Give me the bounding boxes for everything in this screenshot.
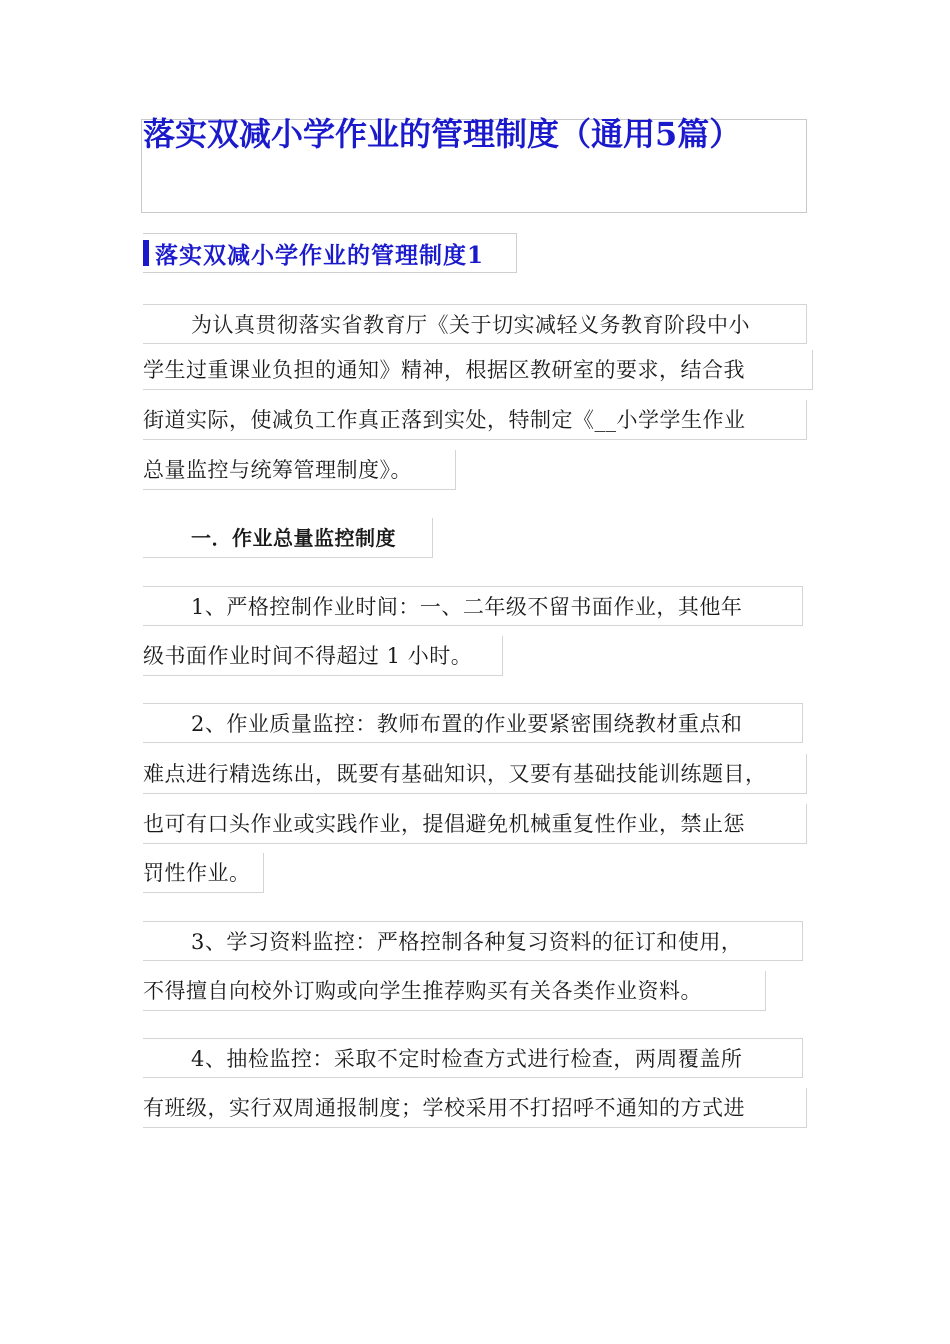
paragraph-line: 2、作业质量监控：教师布置的作业要紧密围绕教材重点和 [143,703,803,743]
paragraph-line: 学生过重课业负担的通知》精神，根据区教研室的要求，结合我 [143,350,813,390]
paragraph-line: 为认真贯彻落实省教育厅《关于切实减轻义务教育阶段中小 [143,304,807,344]
subheading: 一．作业总量监控制度 [143,518,433,558]
paragraph-line: 3、学习资料监控：严格控制各种复习资料的征订和使用， [143,921,803,961]
paragraph-line: 总量监控与统筹管理制度》。 [143,450,456,490]
paragraph-line: 级书面作业时间不得超过 1 小时。 [143,636,503,676]
paragraph-line: 难点进行精选练出，既要有基础知识，又要有基础技能训练题目， [143,754,807,794]
paragraph-line: 罚性作业。 [143,853,264,893]
document-title: 落实双减小学作业的管理制度（通用5篇） [143,115,742,153]
paragraph-line: 也可有口头作业或实践作业，提倡避免机械重复性作业，禁止惩 [143,804,807,844]
paragraph-line: 4、抽检监控：采取不定时检查方式进行检查，两周覆盖所 [143,1038,803,1078]
paragraph-line: 1、严格控制作业时间：一、二年级不留书面作业，其他年 [143,586,803,626]
paragraph-line: 街道实际，使减负工作真正落到实处，特制定《__小学学生作业 [143,400,807,440]
heading-marker [143,240,149,266]
paragraph-line: 有班级，实行双周通报制度；学校采用不打招呼不通知的方式进 [143,1088,807,1128]
section-heading-text: 落实双减小学作业的管理制度1 [155,241,485,269]
section-heading [143,233,517,273]
paragraph-line: 不得擅自向校外订购或向学生推荐购买有关各类作业资料。 [143,971,766,1011]
